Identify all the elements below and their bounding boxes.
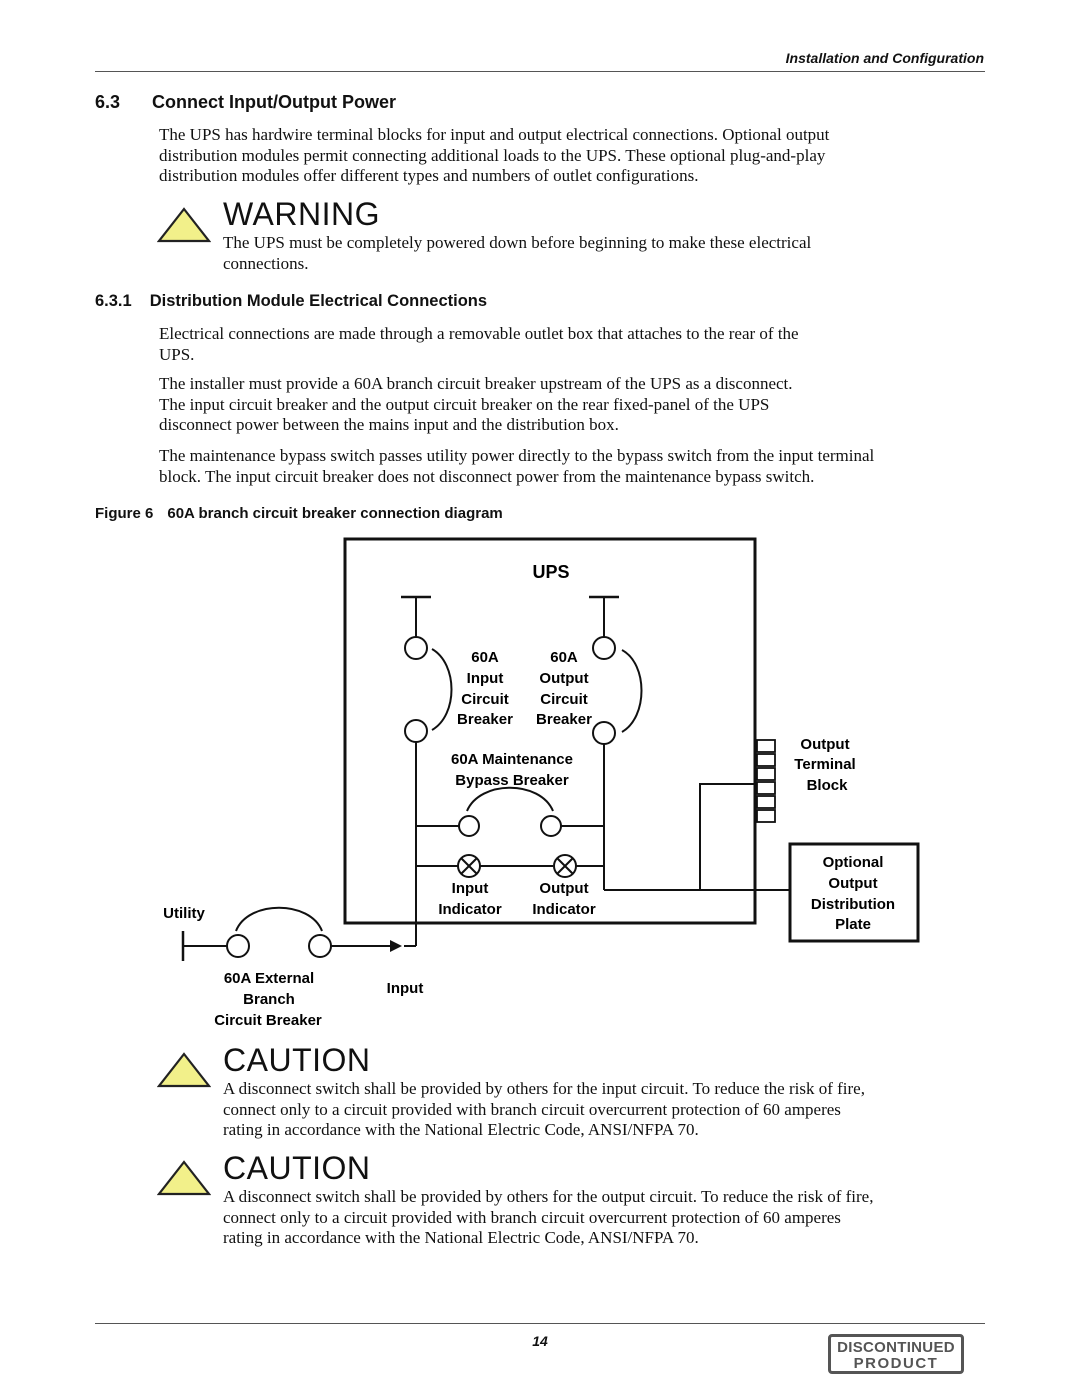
page-number: 14 <box>532 1333 548 1349</box>
input-indicator-label: Indicator <box>438 901 502 918</box>
subsection-number: 6.3.1 <box>95 292 132 310</box>
input-arrow-icon <box>390 940 402 952</box>
caution-text <box>223 1079 993 1141</box>
caution-label: CAUTION <box>223 1150 371 1186</box>
caution-line: A disconnect switch shall be provided by others for the output circuit. To reduce the risk of fire, <box>223 1187 874 1206</box>
output-cb-label: Breaker <box>536 711 592 728</box>
footer-rule <box>95 1323 985 1324</box>
paragraph-line: The input circuit breaker and the output circuit breaker on the rear fixed-panel of the UPS <box>159 394 770 414</box>
section-title: Connect Input/Output Power <box>152 92 397 112</box>
output-indicator-label: Output <box>539 880 589 897</box>
bypass-label: Bypass Breaker <box>455 772 569 789</box>
warning-line: connections. <box>223 253 309 273</box>
caution-line: A disconnect switch shall be provided by others for the input circuit. To reduce the risk of fire, <box>223 1079 865 1098</box>
paragraph-line: The installer must provide a 60A branch circuit breaker upstream of the UPS as a disconnect. <box>159 374 793 393</box>
caution-line: rating in accordance with the National Electric Code, ANSI/NFPA 70. <box>223 1228 699 1247</box>
dist-plate-label: Optional <box>822 854 884 871</box>
input-breaker-arc <box>432 649 452 730</box>
ups-label: UPS <box>532 562 570 582</box>
stamp-line: PRODUCT <box>853 1355 939 1372</box>
external-breaker-left-terminal <box>227 935 249 957</box>
caution-line: connect only to a circuit provided with branch circuit overcurrent protection of 60 amperes <box>223 1207 841 1227</box>
bypass-breaker-arc <box>467 788 553 811</box>
warning-line: The UPS must be completely powered down before beginning to make these electrical <box>223 233 812 252</box>
input-label: Input <box>386 980 424 997</box>
ext-breaker-label: Branch <box>243 991 295 1008</box>
bypass-breaker-right-terminal <box>541 816 561 836</box>
paragraph-line: Electrical connections are made through a removable outlet box that attaches to the rear of the <box>159 324 799 343</box>
intro-line: The UPS has hardwire terminal blocks for input and output electrical connections. Optional output <box>159 125 830 144</box>
input-breaker-bottom-terminal <box>405 720 427 742</box>
section-number: 6.3 <box>95 92 121 112</box>
bypass-label: 60A Maintenance <box>451 751 573 768</box>
output-breaker-top-terminal <box>593 637 615 659</box>
input-cb-label: Input <box>466 670 504 687</box>
caution-icon <box>157 1052 211 1088</box>
output-indicator-label: Indicator <box>532 901 596 918</box>
external-breaker-arc <box>236 908 322 931</box>
input-breaker-top-terminal <box>405 637 427 659</box>
paragraph-line: disconnect power between the mains input and the distribution box. <box>159 415 619 434</box>
external-breaker-right-terminal <box>309 935 331 957</box>
subsection-title: Distribution Module Electrical Connections <box>149 292 488 310</box>
paragraph-line: The maintenance bypass switch passes utility power directly to the bypass switch from the input terminal <box>159 446 875 465</box>
dist-plate-label: Plate <box>835 916 871 933</box>
input-cb-label: Circuit <box>461 691 509 708</box>
caution-label: CAUTION <box>223 1042 371 1078</box>
output-block-label: Output <box>800 736 850 753</box>
figure-number: Figure 6 <box>95 505 154 522</box>
ext-breaker-label: Circuit Breaker <box>214 1012 322 1029</box>
caution-icon <box>157 1160 211 1196</box>
figure-title: 60A branch circuit breaker connection diagram <box>167 505 503 522</box>
output-cb-label: 60A <box>550 649 578 666</box>
running-header: Installation and Configuration <box>785 50 984 66</box>
paragraph-line: block. The input circuit breaker does not disconnect power from the maintenance bypass switch. <box>159 466 815 486</box>
ext-breaker-label: 60A External <box>223 970 315 987</box>
dist-plate-label: Distribution <box>810 896 896 913</box>
discontinued-stamp <box>828 1334 964 1374</box>
warning-label: WARNING <box>223 196 380 232</box>
output-breaker-arc <box>622 650 642 732</box>
input-cb-label: 60A <box>471 649 499 666</box>
bypass-breaker-left-terminal <box>459 816 479 836</box>
intro-line: distribution modules permit connecting additional loads to the UPS. These optional plug-and-play <box>159 145 826 165</box>
output-block-label: Terminal <box>794 756 856 773</box>
caution-line: connect only to a circuit provided with branch circuit overcurrent protection of 60 amperes <box>223 1099 841 1119</box>
output-cb-label: Output <box>539 670 589 687</box>
output-cb-label: Circuit <box>540 691 588 708</box>
dist-plate-label: Output <box>828 875 878 892</box>
output-block-label: Block <box>806 777 848 794</box>
caution-line: rating in accordance with the National Electric Code, ANSI/NFPA 70. <box>223 1120 699 1139</box>
input-cb-label: Breaker <box>457 711 513 728</box>
intro-line: distribution modules offer different types and numbers of outlet configurations. <box>159 166 699 185</box>
paragraph-line: UPS. <box>159 344 195 364</box>
utility-label: Utility <box>163 905 205 922</box>
caution-text <box>223 1187 993 1249</box>
output-breaker-bottom-terminal <box>593 722 615 744</box>
input-indicator-label: Input <box>451 880 489 897</box>
stamp-line: DISCONTINUED <box>837 1339 955 1356</box>
